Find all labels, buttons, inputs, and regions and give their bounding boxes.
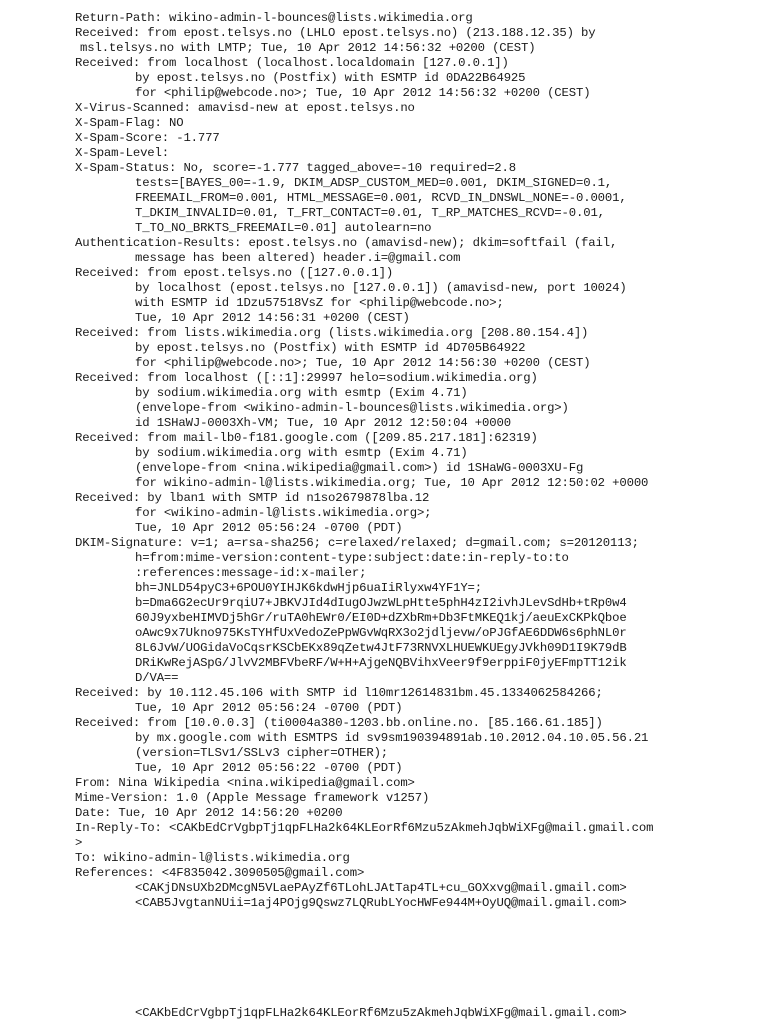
header-line: FREEMAIL_FROM=0.001, HTML_MESSAGE=0.001, RCVD_IN_DNSWL_NONE=-0.0001, xyxy=(135,191,627,205)
header-line: To: wikino-admin-l@lists.wikimedia.org xyxy=(75,851,350,865)
header-line: <CAKjDNsUXb2DMcgN5VLaePAyZf6TLohLJAtTap4TL+cu_GOXxvg@mail.gmail.com> xyxy=(135,881,627,895)
header-line: In-Reply-To: <CAKbEdCrVgbpTj1qpFLHa2k64KLEorRf6Mzu5zAkmehJqbWiXFg@mail.gmail.com xyxy=(75,821,654,835)
header-line: (envelope-from <nina.wikipedia@gmail.com>) id 1SHaWG-0003XU-Fg xyxy=(135,461,584,475)
header-line: Return-Path: wikino-admin-l-bounces@lists.wikimedia.org xyxy=(75,11,473,25)
header-line: D/VA== xyxy=(135,671,179,685)
header-line: 60J9yxbeHIMVDj5hGr/ruTA0hEWr0/EI0D+dZXbRm+Db3FtMKEQ1kj/aeuExCKPkQboe xyxy=(135,611,627,625)
header-line: for <philip@webcode.no>; Tue, 10 Apr 2012 14:56:30 +0200 (CEST) xyxy=(135,356,591,370)
header-line: message has been altered) header.i=@gmail.com xyxy=(135,251,461,265)
header-line: Tue, 10 Apr 2012 05:56:24 -0700 (PDT) xyxy=(135,701,403,715)
header-line: with ESMTP id 1Dzu57518VsZ for <philip@webcode.no>; xyxy=(135,296,504,310)
header-line: X-Virus-Scanned: amavisd-new at epost.telsys.no xyxy=(75,101,415,115)
header-line: for <wikino-admin-l@lists.wikimedia.org>; xyxy=(135,506,432,520)
header-line: X-Spam-Score: -1.777 xyxy=(75,131,220,145)
header-line: tests=[BAYES_00=-1.9, DKIM_ADSP_CUSTOM_MED=0.001, DKIM_SIGNED=0.1, xyxy=(135,176,613,190)
header-line: by mx.google.com with ESMTPS id sv9sm190394891ab.10.2012.04.10.05.56.21 xyxy=(135,731,649,745)
header-line: by localhost (epost.telsys.no [127.0.0.1]) (amavisd-new, port 10024) xyxy=(135,281,627,295)
header-line: > xyxy=(75,836,83,850)
header-line: X-Spam-Level: xyxy=(75,146,169,160)
header-line: Authentication-Results: epost.telsys.no (amavisd-new); dkim=softfail (fail, xyxy=(75,236,618,250)
header-line: Received: by 10.112.45.106 with SMTP id l10mr12614831bm.45.1334062584266; xyxy=(75,686,603,700)
header-line: References: <4F835042.3090505@gmail.com> xyxy=(75,866,365,880)
header-line: Tue, 10 Apr 2012 14:56:31 +0200 (CEST) xyxy=(135,311,410,325)
header-line: by sodium.wikimedia.org with esmtp (Exim 4.71) xyxy=(135,386,468,400)
header-line: bh=JNLD54pyC3+6POU0YIHJK6kdwHjp6uaIiRlyxw4YF1Y=; xyxy=(135,581,483,595)
header-line: for wikino-admin-l@lists.wikimedia.org; Tue, 10 Apr 2012 12:50:02 +0000 xyxy=(135,476,649,490)
header-line: by sodium.wikimedia.org with esmtp (Exim 4.71) xyxy=(135,446,468,460)
header-line: oAwc9x7Ukno975KsTYHfUxVedoZePpWGvWqRX3o2jdljevw/oPJGfAE6DDW6s6phNL0r xyxy=(135,626,627,640)
header-line: by epost.telsys.no (Postfix) with ESMTP id 0DA22B64925 xyxy=(135,71,526,85)
header-line: b=Dma6G2ecUr9rqiU7+JBKVJId4dIugOJwzWLpHtte5phH4zI2ivhJLevSdHb+tRp0w4 xyxy=(135,596,627,610)
header-line: h=from:mime-version:content-type:subject:date:in-reply-to:to xyxy=(135,551,569,565)
header-line: From: Nina Wikipedia <nina.wikipedia@gmail.com> xyxy=(75,776,415,790)
header-line: Received: from [10.0.0.3] (ti0004a380-1203.bb.online.no. [85.166.61.185]) xyxy=(75,716,603,730)
header-line: 8L6JvW/UOGidaVoCqsrKSCbEKx89qZetw4JtF73RNVXLHUEWKUEgyJVkh09D1I9K79dB xyxy=(135,641,627,655)
header-line: Received: from epost.telsys.no (LHLO epost.telsys.no) (213.188.12.35) by xyxy=(75,26,596,40)
header-line: T_TO_NO_BRKTS_FREEMAIL=0.01] autolearn=no xyxy=(135,221,432,235)
header-line: :references:message-id:x-mailer; xyxy=(135,566,367,580)
header-line: Date: Tue, 10 Apr 2012 14:56:20 +0200 xyxy=(75,806,343,820)
header-line: T_DKIM_INVALID=0.01, T_FRT_CONTACT=0.01, T_RP_MATCHES_RCVD=-0.01, xyxy=(135,206,605,220)
header-line: by epost.telsys.no (Postfix) with ESMTP id 4D705B64922 xyxy=(135,341,526,355)
header-line: Received: from localhost (localhost.localdomain [127.0.0.1]) xyxy=(75,56,509,70)
header-line: Received: from lists.wikimedia.org (lists.wikimedia.org [208.80.154.4]) xyxy=(75,326,589,340)
references-trailing-line: <CAKbEdCrVgbpTj1qpFLHa2k64KLEorRf6Mzu5zAkmehJqbWiXFg@mail.gmail.com> xyxy=(135,1006,627,1020)
header-line: (envelope-from <wikino-admin-l-bounces@lists.wikimedia.org>) xyxy=(135,401,569,415)
header-line: id 1SHaWJ-0003Xh-VM; Tue, 10 Apr 2012 12:50:04 +0000 xyxy=(135,416,511,430)
header-line: X-Spam-Flag: NO xyxy=(75,116,184,130)
header-line: X-Spam-Status: No, score=-1.777 tagged_above=-10 required=2.8 xyxy=(75,161,516,175)
header-line: Received: by lban1 with SMTP id n1so2679878lba.12 xyxy=(75,491,430,505)
header-line: msl.telsys.no with LMTP; Tue, 10 Apr 2012 14:56:32 +0200 (CEST) xyxy=(80,41,536,55)
email-headers xyxy=(75,11,755,911)
header-line: Tue, 10 Apr 2012 05:56:24 -0700 (PDT) xyxy=(135,521,403,535)
header-line: DKIM-Signature: v=1; a=rsa-sha256; c=relaxed/relaxed; d=gmail.com; s=20120113; xyxy=(75,536,639,550)
header-line: Tue, 10 Apr 2012 05:56:22 -0700 (PDT) xyxy=(135,761,403,775)
header-line: DRiKwRejASpG/JlvV2MBFVbeRF/W+H+AjgeNQBVihxVeer9f9erppiF0jyEFmpTT12ik xyxy=(135,656,627,670)
header-line: Received: from epost.telsys.no ([127.0.0.1]) xyxy=(75,266,394,280)
header-line: for <philip@webcode.no>; Tue, 10 Apr 2012 14:56:32 +0200 (CEST) xyxy=(135,86,591,100)
header-line: Received: from mail-lb0-f181.google.com ([209.85.217.181]:62319) xyxy=(75,431,538,445)
header-line: (version=TLSv1/SSLv3 cipher=OTHER); xyxy=(135,746,389,760)
header-line: Mime-Version: 1.0 (Apple Message framework v1257) xyxy=(75,791,430,805)
header-line: Received: from localhost ([::1]:29997 helo=sodium.wikimedia.org) xyxy=(75,371,538,385)
header-line: <CAB5JvgtanNUii=1aj4POjg9Qswz7LQRubLYocHWFe944M+OyUQ@mail.gmail.com> xyxy=(135,896,627,910)
